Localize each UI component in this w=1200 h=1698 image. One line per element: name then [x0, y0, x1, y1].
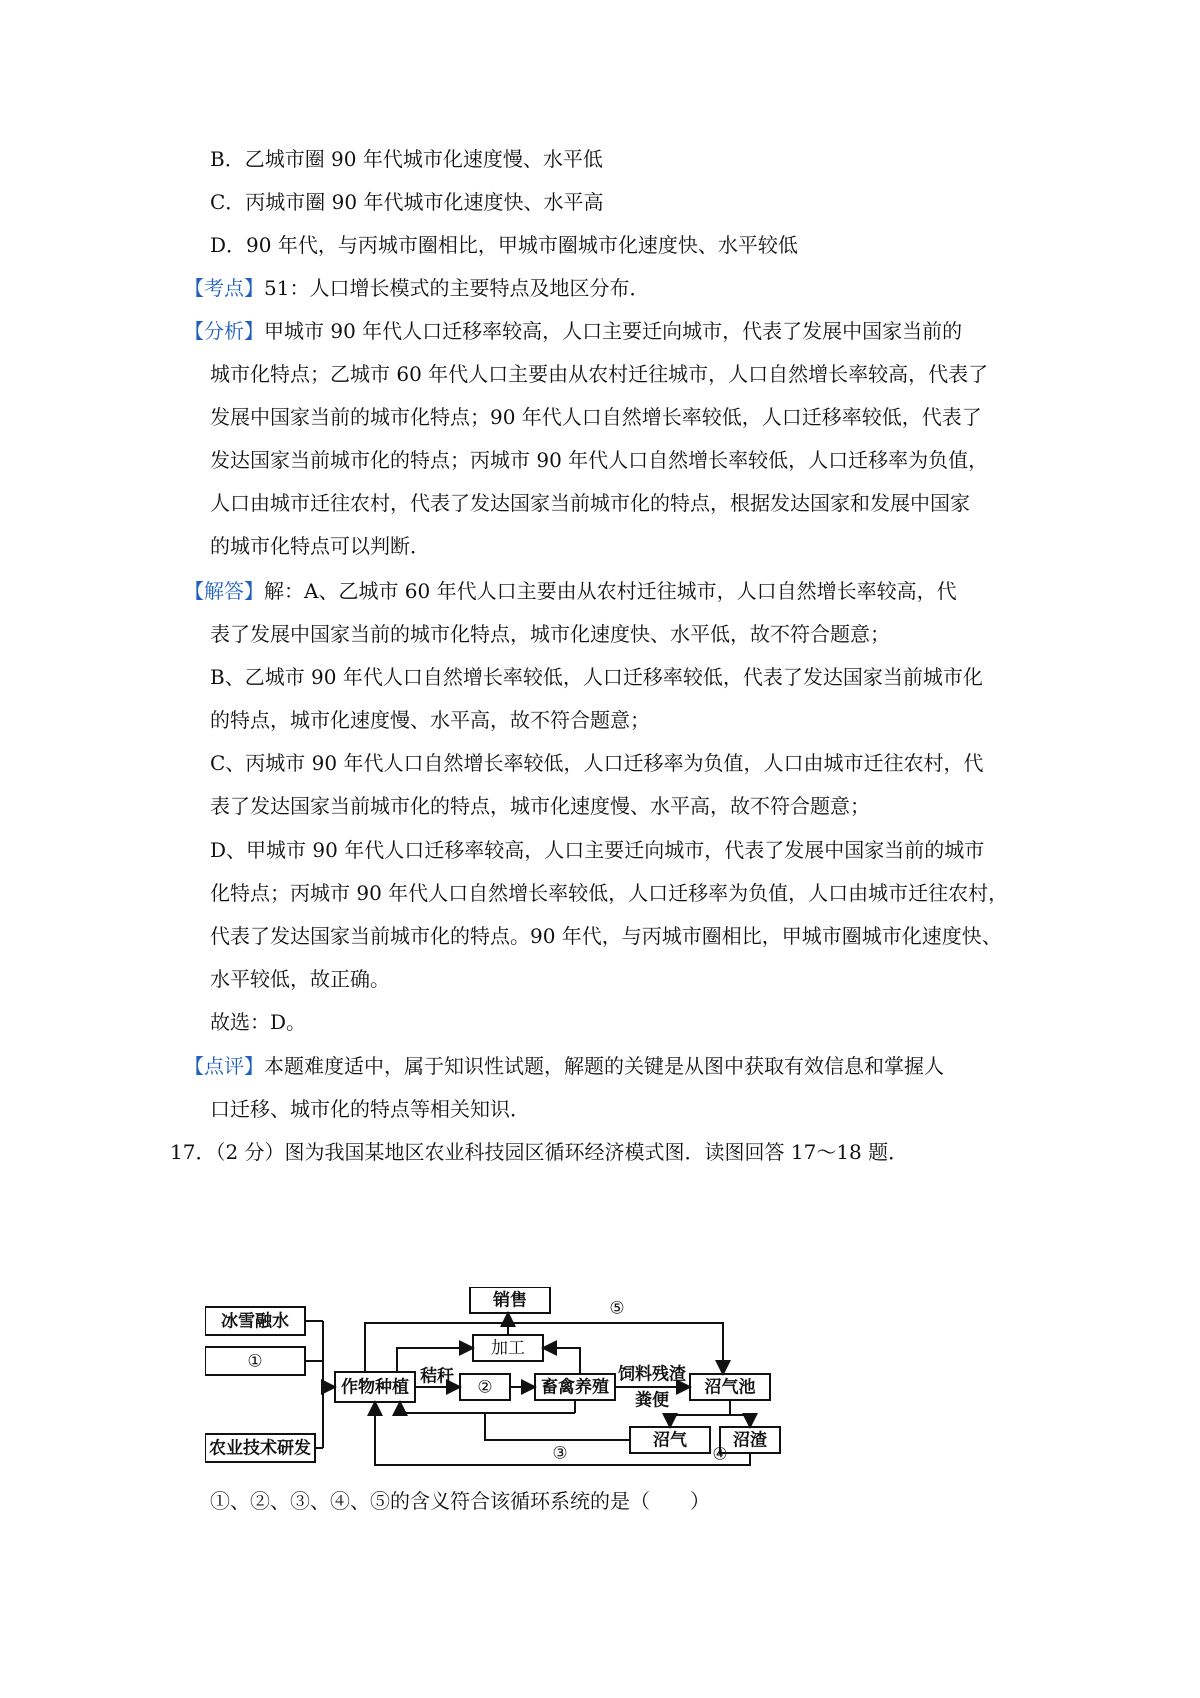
jieda-tag: 【解答】	[184, 579, 264, 603]
fenxi-line-3: 发展中国家当前的城市化特点；90 年代人口自然增长率较低，人口迁移率较低，代表了	[210, 405, 982, 429]
dianping-line-1	[184, 1052, 1004, 1080]
circ3-label: ③	[552, 1443, 568, 1464]
jieda-line-10: 水平较低，故正确。	[210, 967, 390, 991]
jieda-line-3: B、乙城市 90 年代人口自然增长率较低，人口迁移率较低，代表了发达国家当前城市化	[210, 665, 983, 689]
option-c: C．丙城市圈 90 年代城市化速度快、水平高	[210, 190, 604, 214]
circ1-label: ①	[247, 1351, 263, 1372]
fenbian-label: 粪便	[635, 1390, 669, 1411]
siliao-label: 饲料残渣	[618, 1364, 686, 1385]
bingxue-label: 冰雪融水	[221, 1311, 289, 1332]
jieda-line-5: C、丙城市 90 年代人口自然增长率较低，人口迁移率为负值，人口由城市迁往农村，代	[210, 751, 984, 775]
fenxi-tag: 【分析】	[184, 319, 264, 343]
circ5-label: ⑤	[609, 1298, 625, 1319]
zhaozha-label: 沼渣	[733, 1430, 767, 1451]
nongye-label: 农业技术研发	[209, 1438, 311, 1459]
circ2-label: ②	[477, 1377, 493, 1398]
fenxi-text-1: 甲城市 90 年代人口迁移率较高，人口主要迁向城市，代表了发展中国家当前的	[264, 319, 963, 343]
jiagong-label: 加工	[491, 1338, 525, 1359]
jiegan-label: 秸秆	[420, 1366, 454, 1387]
jieda-line-8: 化特点；丙城市 90 年代人口自然增长率较低，人口迁移率为负值，人口由城市迁往农村，	[210, 881, 1009, 905]
jieda-text-1: 解：A、乙城市 60 年代人口主要由从农村迁往城市，人口自然增长率较高，代	[264, 579, 957, 603]
dianping-line-2: 口迁移、城市化的特点等相关知识．	[210, 1097, 530, 1121]
question-17: 17．（2 分）图为我国某地区农业科技园区循环经济模式图．读图回答 17～18 题．	[170, 1140, 909, 1164]
circular-economy-diagram	[205, 1287, 865, 1467]
dianping-text-1: 本题难度适中，属于知识性试题，解题的关键是从图中获取有效信息和掌握人	[264, 1054, 944, 1078]
jieda-line-9: 代表了发达国家当前城市化的特点。90 年代，与丙城市圈相比，甲城市圈城市化速度快、	[210, 924, 1002, 948]
jieda-line-7: D、甲城市 90 年代人口迁移率较高，人口主要迁向城市，代表了发展中国家当前的城市	[210, 838, 985, 862]
zhaoqi-label: 沼气	[653, 1430, 687, 1451]
jieda-line-6: 表了发达国家当前城市化的特点，城市化速度慢、水平高，故不符合题意；	[210, 794, 870, 818]
question-17-sub: ①、②、③、④、⑤的含义符合该循环系统的是（ ）	[210, 1489, 710, 1513]
fenxi-line-4: 发达国家当前城市化的特点；丙城市 90 年代人口自然增长率较低，人口迁移率为负值，	[210, 448, 989, 472]
fenxi-line-5: 人口由城市迁往农村，代表了发达国家当前城市化的特点，根据发达国家和发展中国家	[210, 491, 970, 515]
kaodian-line	[184, 274, 1004, 302]
kaodian-tag: 【考点】	[184, 276, 264, 300]
circ4-label: ④	[712, 1444, 728, 1465]
jieda-line-4: 的特点，城市化速度慢、水平高，故不符合题意；	[210, 708, 650, 732]
kaodian-text: 51：人口增长模式的主要特点及地区分布．	[264, 276, 650, 300]
chuqin-label: 畜禽养殖	[541, 1377, 609, 1398]
jieda-line-1	[184, 577, 1004, 605]
zhaoqichi-label: 沼气池	[704, 1377, 756, 1398]
fenxi-line-2: 城市化特点；乙城市 60 年代人口主要由从农村迁往城市，人口自然增长率较高，代表了	[210, 362, 989, 386]
jieda-line-2: 表了发展中国家当前的城市化特点，城市化速度快、水平低，故不符合题意；	[210, 622, 890, 646]
fenxi-line-6: 的城市化特点可以判断．	[210, 534, 430, 558]
zuowu-label: 作物种植	[341, 1377, 409, 1398]
option-d: D．90 年代，与丙城市圈相比，甲城市圈城市化速度快、水平较低	[210, 233, 798, 257]
option-b: B．乙城市圈 90 年代城市化速度慢、水平低	[210, 147, 603, 171]
dianping-tag: 【点评】	[184, 1054, 264, 1078]
xiaoshou-label: 销售	[493, 1290, 527, 1311]
fenxi-line-1	[184, 317, 1004, 345]
answer-choice: 故选：D。	[210, 1010, 307, 1034]
